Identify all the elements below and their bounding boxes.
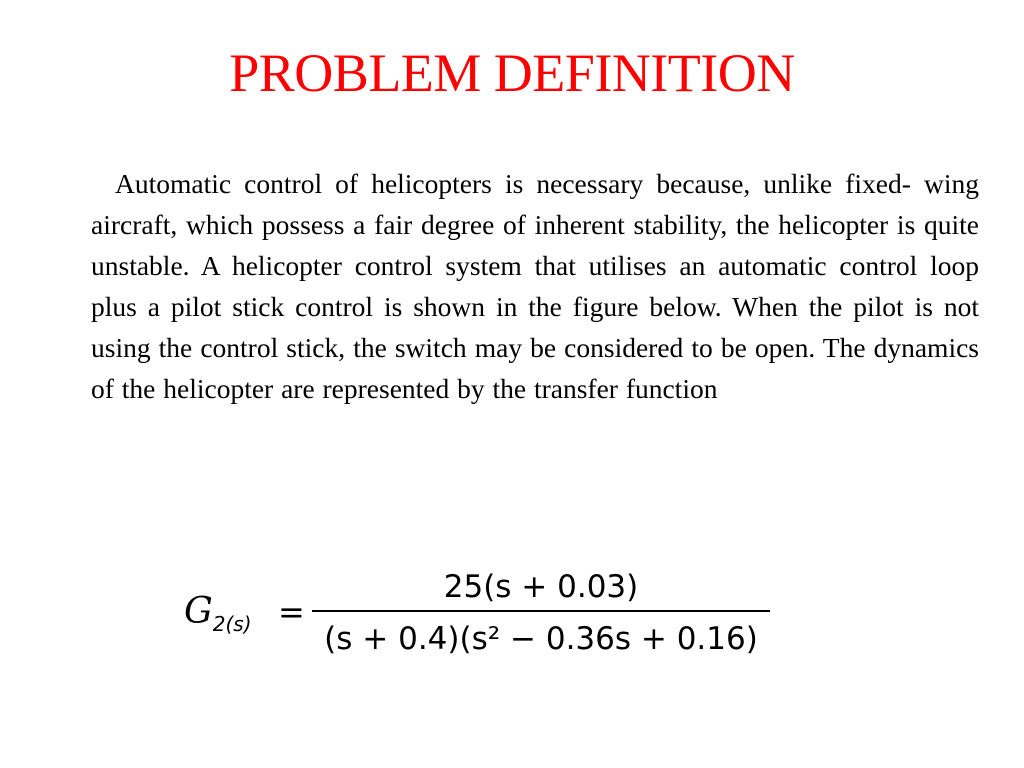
equation-fraction [312, 566, 770, 662]
equation-lhs [184, 592, 252, 636]
equation-lhs-symbol: G [184, 591, 213, 632]
equation-lhs-subscript: 2(s) [212, 612, 252, 636]
transfer-function-equation [184, 566, 784, 666]
slide-title: PROBLEM DEFINITION [229, 43, 795, 103]
equation-numerator: 25(s + 0.03) [443, 569, 639, 605]
equation-denominator: (s + 0.4)(s² − 0.36s + 0.16) [324, 621, 758, 657]
equation-equals-sign: = [278, 593, 305, 631]
fraction-bar [312, 610, 770, 612]
problem-paragraph: Automatic control of helicopters is necessary because, unlike fixed- wing aircraft, which possess a fair degree of inherent stability, the helicopter is quite unstable. A helicopter control system that utilises an automatic control loop plus a pilot stick control is shown in the figure below. When the pilot is not using the control stick, the switch may be considered to be open. The dynamics of the helicopter are represented by the transfer function [91, 168, 979, 404]
